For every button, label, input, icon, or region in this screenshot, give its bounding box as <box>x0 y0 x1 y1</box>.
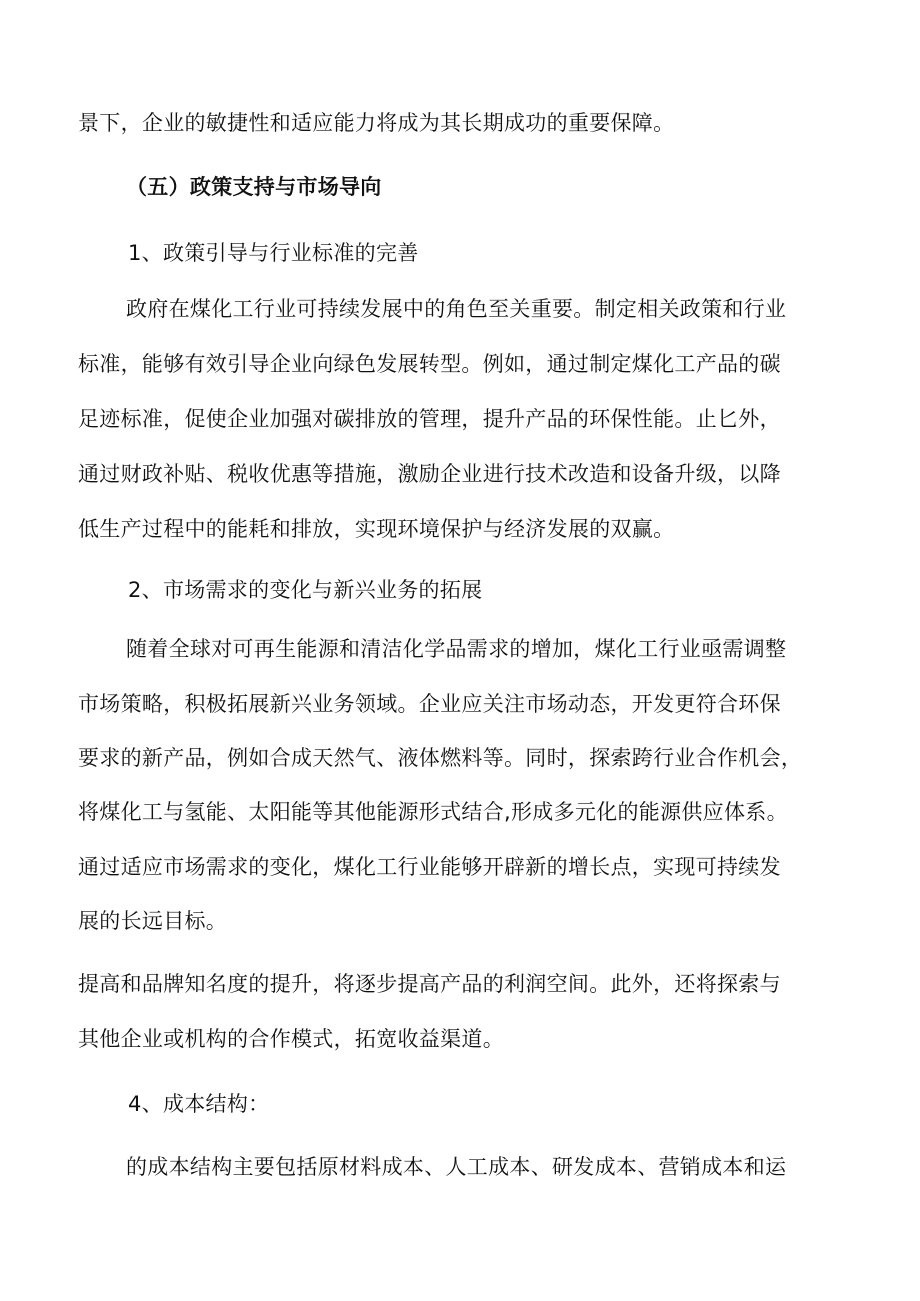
paragraph-line: 其他企业或机构的合作模式，拓宽收益渠道。 <box>78 1027 504 1051</box>
paragraph-line: 低生产过程中的能耗和排放，实现环境保护与经济发展的双赢。 <box>78 517 675 541</box>
section-heading: （五）政策支持与市场导向 <box>126 175 382 199</box>
paragraph-line: 市场策略，积极拓展新兴业务领域。企业应关注市场动态，开发更符合环保 <box>78 692 781 716</box>
paragraph-line: 随着全球对可再生能源和清洁化学品需求的增加，煤化工行业亟需调整 <box>126 637 787 661</box>
paragraph-line: 展的长远目标。 <box>78 909 228 933</box>
paragraph-line: 要求的新产品，例如合成天然气、液体燃料等。同时，探索跨行业合作机会， <box>78 746 803 770</box>
subsection-heading: 2、市场需求的变化与新兴业务的拓展 <box>128 578 483 602</box>
paragraph-line: 将煤化工与氢能、太阳能等其他能源形式结合,形成多元化的能源供应体系。 <box>78 800 788 824</box>
paragraph-line: 足迹标准，促使企业加强对碳排放的管理，提升产品的环保性能。止匕外， <box>78 407 781 431</box>
paragraph-line: 的成本结构主要包括原材料成本、人工成本、研发成本、营销成本和运 <box>126 1155 787 1179</box>
paragraph-line: 景下，企业的敏捷性和适应能力将成为其长期成功的重要保障。 <box>78 111 675 135</box>
paragraph-line: 通过财政补贴、税收优惠等措施，激励企业进行技术改造和设备升级，以降 <box>78 462 781 486</box>
subsection-heading: 4、成本结构： <box>128 1092 270 1116</box>
paragraph-line: 通过适应市场需求的变化，煤化工行业能够开辟新的增长点，实现可持续发 <box>78 855 781 879</box>
subsection-heading: 1、政策引导与行业标准的完善 <box>128 241 419 265</box>
paragraph-line: 政府在煤化工行业可持续发展中的角色至关重要。制定相关政策和行业 <box>126 297 787 321</box>
paragraph-line: 标准，能够有效引导企业向绿色发展转型。例如，通过制定煤化工产品的碳 <box>78 352 781 376</box>
paragraph-line: 提高和品牌知名度的提升，将逐步提高产品的利润空间。此外，还将探索与 <box>78 972 781 996</box>
